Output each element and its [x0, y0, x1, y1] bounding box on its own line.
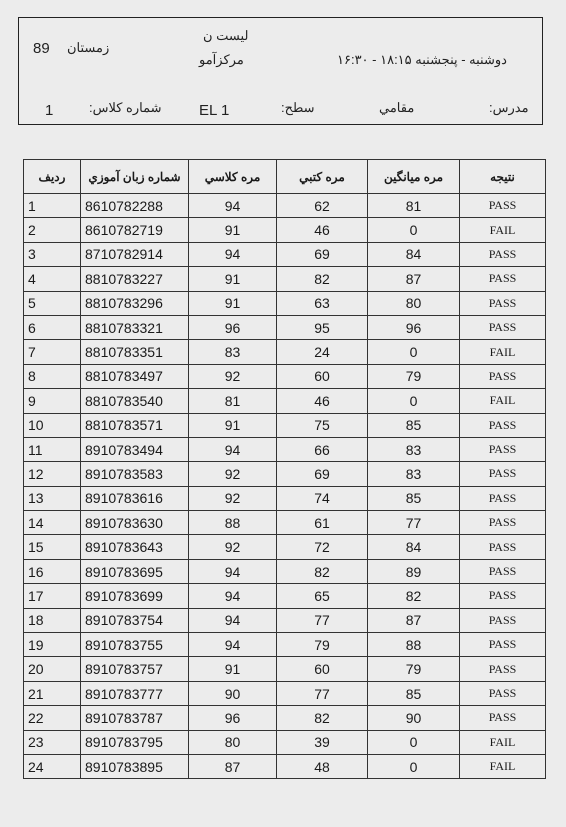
row-number-cell: 3 [24, 242, 81, 266]
average-score-cell: 89 [368, 559, 460, 583]
result-cell: PASS [460, 681, 546, 705]
result-cell: PASS [460, 462, 546, 486]
class-score-cell: 91 [189, 218, 277, 242]
result-cell: PASS [460, 242, 546, 266]
student-id-cell: 8910783787 [81, 706, 189, 730]
class-score-cell: 81 [189, 389, 277, 413]
written-score-cell: 95 [277, 315, 368, 339]
written-score-cell: 77 [277, 608, 368, 632]
average-score-cell: 82 [368, 584, 460, 608]
class-score-cell: 94 [189, 194, 277, 218]
written-score-cell: 63 [277, 291, 368, 315]
average-score-cell: 0 [368, 730, 460, 754]
average-score-cell: 81 [368, 194, 460, 218]
col-header-student-id: شماره زبان آموزي [81, 160, 189, 194]
average-score-cell: 0 [368, 218, 460, 242]
row-number-cell: 20 [24, 657, 81, 681]
result-cell: FAIL [460, 218, 546, 242]
col-header-row-number: رديف [24, 160, 81, 194]
table-row [24, 291, 546, 315]
class-score-cell: 92 [189, 535, 277, 559]
written-score-cell: 62 [277, 194, 368, 218]
row-number-cell: 9 [24, 389, 81, 413]
result-cell: FAIL [460, 340, 546, 364]
col-header-result: نتيجه [460, 160, 546, 194]
row-number-cell: 5 [24, 291, 81, 315]
class-score-cell: 88 [189, 511, 277, 535]
row-number-cell: 6 [24, 315, 81, 339]
class-score-cell: 90 [189, 681, 277, 705]
row-number-cell: 4 [24, 267, 81, 291]
row-number-cell: 24 [24, 754, 81, 778]
average-score-cell: 80 [368, 291, 460, 315]
grades-table [23, 159, 546, 779]
written-score-cell: 60 [277, 364, 368, 388]
row-number-cell: 14 [24, 511, 81, 535]
written-score-cell: 77 [277, 681, 368, 705]
teacher-label: مدرس: [489, 100, 529, 115]
table-row [24, 267, 546, 291]
table-row [24, 681, 546, 705]
student-id-cell: 8810783351 [81, 340, 189, 364]
table-row [24, 657, 546, 681]
student-id-cell: 8910783630 [81, 511, 189, 535]
average-score-cell: 79 [368, 364, 460, 388]
table-row [24, 218, 546, 242]
result-cell: FAIL [460, 730, 546, 754]
written-score-cell: 46 [277, 389, 368, 413]
written-score-cell: 69 [277, 242, 368, 266]
result-cell: PASS [460, 633, 546, 657]
table-row [24, 633, 546, 657]
row-number-cell: 19 [24, 633, 81, 657]
written-score-cell: 61 [277, 511, 368, 535]
term-name: زمستان [67, 40, 110, 55]
student-id-cell: 8910783755 [81, 633, 189, 657]
class-score-cell: 94 [189, 242, 277, 266]
result-cell: PASS [460, 315, 546, 339]
written-score-cell: 60 [277, 657, 368, 681]
student-id-cell: 8910783494 [81, 437, 189, 461]
class-score-cell: 91 [189, 413, 277, 437]
class-score-cell: 92 [189, 364, 277, 388]
average-score-cell: 77 [368, 511, 460, 535]
table-row [24, 608, 546, 632]
row-number-cell: 12 [24, 462, 81, 486]
student-id-cell: 8810783571 [81, 413, 189, 437]
row-number-cell: 23 [24, 730, 81, 754]
row-number-cell: 2 [24, 218, 81, 242]
class-score-cell: 96 [189, 706, 277, 730]
class-score-cell: 87 [189, 754, 277, 778]
row-number-cell: 22 [24, 706, 81, 730]
table-row [24, 559, 546, 583]
result-cell: PASS [460, 194, 546, 218]
result-cell: PASS [460, 291, 546, 315]
table-row [24, 437, 546, 461]
average-score-cell: 85 [368, 413, 460, 437]
row-number-cell: 8 [24, 364, 81, 388]
row-number-cell: 17 [24, 584, 81, 608]
average-score-cell: 88 [368, 633, 460, 657]
average-score-cell: 83 [368, 437, 460, 461]
table-row [24, 584, 546, 608]
result-cell: FAIL [460, 389, 546, 413]
level-label: سطح: [281, 100, 315, 115]
row-number-cell: 18 [24, 608, 81, 632]
written-score-cell: 82 [277, 559, 368, 583]
average-score-cell: 0 [368, 754, 460, 778]
result-cell: PASS [460, 364, 546, 388]
written-score-cell: 39 [277, 730, 368, 754]
header-box [18, 17, 543, 125]
student-id-cell: 8910783616 [81, 486, 189, 510]
student-id-cell: 8610782719 [81, 218, 189, 242]
written-score-cell: 79 [277, 633, 368, 657]
average-score-cell: 84 [368, 242, 460, 266]
result-cell: PASS [460, 413, 546, 437]
class-score-cell: 94 [189, 437, 277, 461]
result-cell: PASS [460, 608, 546, 632]
student-id-cell: 8810783227 [81, 267, 189, 291]
row-number-cell: 10 [24, 413, 81, 437]
table-row [24, 535, 546, 559]
teacher-name: مقامي [379, 100, 415, 115]
written-score-cell: 82 [277, 267, 368, 291]
row-number-cell: 21 [24, 681, 81, 705]
written-score-cell: 65 [277, 584, 368, 608]
table-row [24, 364, 546, 388]
result-cell: FAIL [460, 754, 546, 778]
class-score-cell: 96 [189, 315, 277, 339]
class-score-cell: 91 [189, 657, 277, 681]
table-row [24, 730, 546, 754]
written-score-cell: 24 [277, 340, 368, 364]
result-cell: PASS [460, 267, 546, 291]
class-score-cell: 91 [189, 267, 277, 291]
table-row [24, 706, 546, 730]
row-number-cell: 11 [24, 437, 81, 461]
average-score-cell: 85 [368, 681, 460, 705]
class-score-cell: 80 [189, 730, 277, 754]
result-cell: PASS [460, 535, 546, 559]
average-score-cell: 90 [368, 706, 460, 730]
student-id-cell: 8910783754 [81, 608, 189, 632]
written-score-cell: 72 [277, 535, 368, 559]
result-cell: PASS [460, 437, 546, 461]
result-cell: PASS [460, 486, 546, 510]
row-number-cell: 15 [24, 535, 81, 559]
class-score-cell: 94 [189, 559, 277, 583]
student-id-cell: 8910783795 [81, 730, 189, 754]
table-header-row [24, 160, 546, 194]
result-cell: PASS [460, 706, 546, 730]
schedule: دوشنبه - پنجشنبه ۱۸:۱۵ - ۱۶:۳۰ [337, 52, 507, 67]
written-score-cell: 48 [277, 754, 368, 778]
written-score-cell: 69 [277, 462, 368, 486]
average-score-cell: 87 [368, 267, 460, 291]
average-score-cell: 0 [368, 340, 460, 364]
table-row [24, 462, 546, 486]
average-score-cell: 96 [368, 315, 460, 339]
written-score-cell: 74 [277, 486, 368, 510]
written-score-cell: 75 [277, 413, 368, 437]
col-header-written-score: مره کتبي [277, 160, 368, 194]
row-number-cell: 13 [24, 486, 81, 510]
table-row [24, 242, 546, 266]
table-row [24, 511, 546, 535]
class-number-value: 1 [45, 102, 54, 119]
student-id-cell: 8810783321 [81, 315, 189, 339]
col-header-average-score: مره ميانگين [368, 160, 460, 194]
student-id-cell: 8710782914 [81, 242, 189, 266]
student-id-cell: 8910783777 [81, 681, 189, 705]
result-cell: PASS [460, 657, 546, 681]
written-score-cell: 46 [277, 218, 368, 242]
center-name: مرکزآمو [199, 52, 244, 67]
class-score-cell: 91 [189, 291, 277, 315]
table-row [24, 754, 546, 778]
written-score-cell: 66 [277, 437, 368, 461]
term-code: 89 [33, 40, 50, 57]
class-score-cell: 83 [189, 340, 277, 364]
table-row [24, 315, 546, 339]
class-score-cell: 92 [189, 486, 277, 510]
result-cell: PASS [460, 559, 546, 583]
student-id-cell: 8610782288 [81, 194, 189, 218]
average-score-cell: 0 [368, 389, 460, 413]
average-score-cell: 79 [368, 657, 460, 681]
average-score-cell: 87 [368, 608, 460, 632]
result-cell: PASS [460, 584, 546, 608]
student-id-cell: 8910783757 [81, 657, 189, 681]
col-header-class-score: مره کلاسي [189, 160, 277, 194]
level-value: EL 1 [199, 102, 230, 119]
student-id-cell: 8810783296 [81, 291, 189, 315]
average-score-cell: 84 [368, 535, 460, 559]
student-id-cell: 8910783643 [81, 535, 189, 559]
table-row [24, 486, 546, 510]
row-number-cell: 7 [24, 340, 81, 364]
student-id-cell: 8810783540 [81, 389, 189, 413]
student-id-cell: 8810783497 [81, 364, 189, 388]
result-cell: PASS [460, 511, 546, 535]
class-number-label: شماره کلاس: [89, 100, 162, 115]
average-score-cell: 83 [368, 462, 460, 486]
student-id-cell: 8910783895 [81, 754, 189, 778]
average-score-cell: 85 [368, 486, 460, 510]
class-score-cell: 94 [189, 633, 277, 657]
table-row [24, 389, 546, 413]
class-score-cell: 94 [189, 584, 277, 608]
table-row [24, 194, 546, 218]
row-number-cell: 1 [24, 194, 81, 218]
student-id-cell: 8910783695 [81, 559, 189, 583]
student-id-cell: 8910783699 [81, 584, 189, 608]
list-title: لیست ن [203, 28, 249, 43]
class-score-cell: 94 [189, 608, 277, 632]
table-row [24, 340, 546, 364]
class-score-cell: 92 [189, 462, 277, 486]
student-id-cell: 8910783583 [81, 462, 189, 486]
row-number-cell: 16 [24, 559, 81, 583]
written-score-cell: 82 [277, 706, 368, 730]
table-row [24, 413, 546, 437]
